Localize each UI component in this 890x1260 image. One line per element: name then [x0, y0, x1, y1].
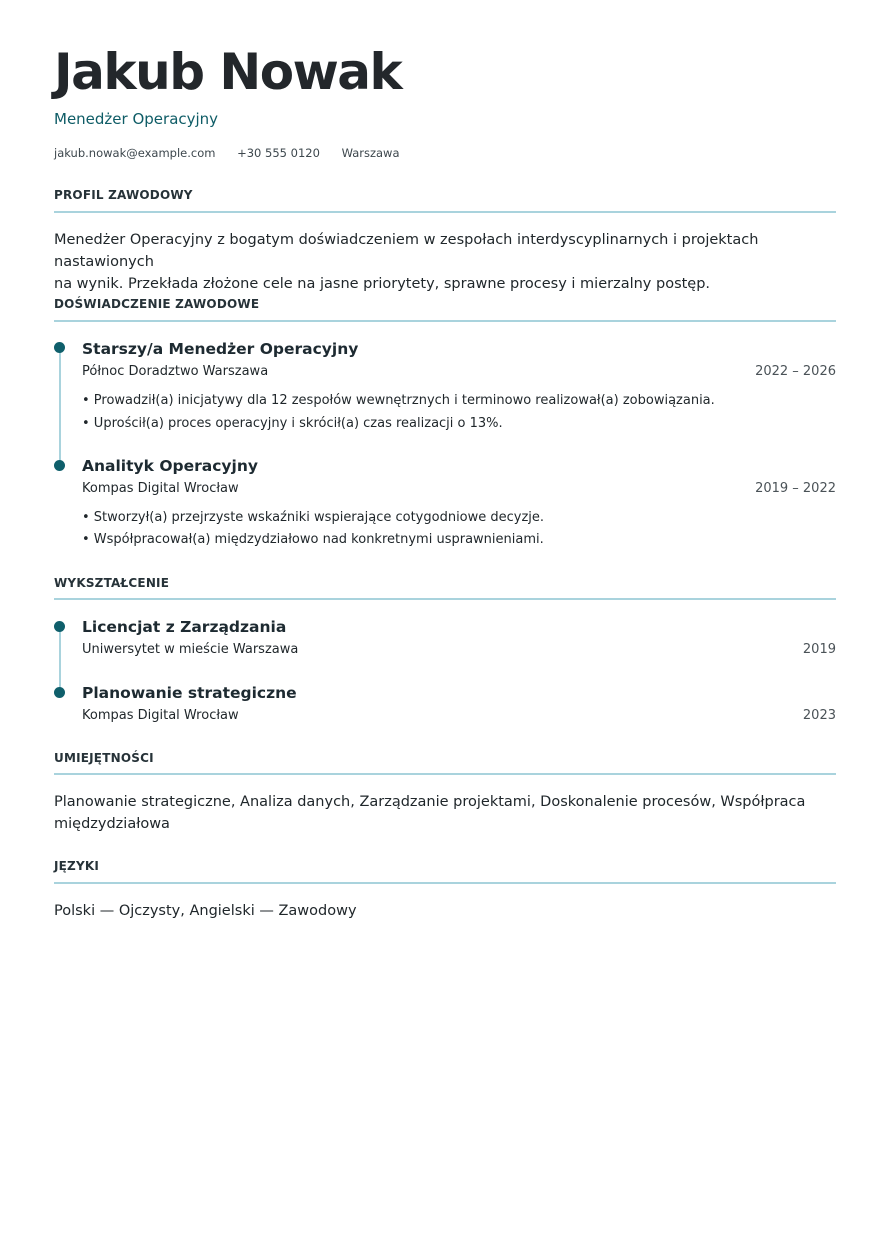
- experience-bullet: • Prowadził(a) inicjatywy dla 12 zespołów wewnętrznych i terminowo realizował(a) zobowiązania.: [82, 393, 715, 408]
- candidate-name: Jakub Nowak: [54, 43, 402, 101]
- contact-city: Warszawa: [341, 146, 400, 160]
- education-school: Uniwersytet w mieście Warszawa: [82, 642, 299, 657]
- experience-dates: 2019 – 2022: [755, 481, 836, 496]
- candidate-role: Menedżer Operacyjny: [54, 110, 219, 128]
- education-year: 2023: [802, 708, 836, 723]
- experience-timeline-line: [59, 348, 61, 466]
- education-degree: Planowanie strategiczne: [82, 684, 297, 702]
- experience-bullet: • Stworzył(a) przejrzyste wskaźniki wspierające cotygodniowe decyzje.: [82, 510, 545, 525]
- experience-company: Kompas Digital Wrocław: [82, 481, 239, 496]
- skills-list-line: Planowanie strategiczne, Analiza danych, Zarządzanie projektami, Doskonalenie procesów, Współpraca: [54, 794, 806, 810]
- skills-list-line: międzydziałowa: [54, 816, 170, 832]
- contact-info: [54, 145, 418, 161]
- section-title-experience: DOŚWIADCZENIE ZAWODOWE: [54, 297, 260, 311]
- experience-position: Starszy/a Menedżer Operacyjny: [82, 340, 359, 358]
- contact-email: jakub.nowak@example.com: [54, 146, 216, 160]
- languages-list: Polski — Ojczysty, Angielski — Zawodowy: [54, 903, 357, 919]
- education-degree: Licencjat z Zarządzania: [82, 618, 287, 636]
- skills-list: [54, 791, 836, 835]
- experience-company: Północ Doradztwo Warszawa: [82, 364, 269, 379]
- experience-bullet: • Uprościł(a) proces operacyjny i skrócił(a) czas realizacji o 13%.: [82, 416, 503, 431]
- timeline-dot: [54, 621, 65, 632]
- education-year: 2019: [802, 642, 836, 657]
- education-timeline-line: [59, 627, 61, 693]
- section-title-skills: UMIEJĘTNOŚCI: [54, 751, 154, 765]
- contact-phone: +30 555 0120: [237, 146, 320, 160]
- profile-summary-line: na wynik. Przekłada złożone cele na jasne priorytety, sprawne procesy i mierzalny postęp.: [54, 276, 711, 292]
- timeline-dot: [54, 342, 65, 353]
- education-school: Kompas Digital Wrocław: [82, 708, 239, 723]
- section-divider: [54, 882, 836, 884]
- experience-position: Analityk Operacyjny: [82, 457, 258, 475]
- experience-dates: 2022 – 2026: [755, 364, 836, 379]
- timeline-dot: [54, 687, 65, 698]
- section-divider: [54, 320, 836, 322]
- experience-bullet: • Współpracował(a) międzydziałowo nad konkretnymi usprawnieniami.: [82, 532, 544, 547]
- section-title-profile: PROFIL ZAWODOWY: [54, 188, 193, 202]
- section-divider: [54, 211, 836, 213]
- section-divider: [54, 773, 836, 775]
- section-title-education: WYKSZTAŁCENIE: [54, 576, 170, 590]
- section-title-languages: JĘZYKI: [54, 859, 100, 873]
- profile-summary-line: Menedżer Operacyjny z bogatym doświadczeniem w zespołach interdyscyplinarnych i projektach nastawionych: [54, 232, 759, 270]
- timeline-dot: [54, 460, 65, 471]
- section-divider: [54, 598, 836, 600]
- profile-summary: [54, 229, 836, 295]
